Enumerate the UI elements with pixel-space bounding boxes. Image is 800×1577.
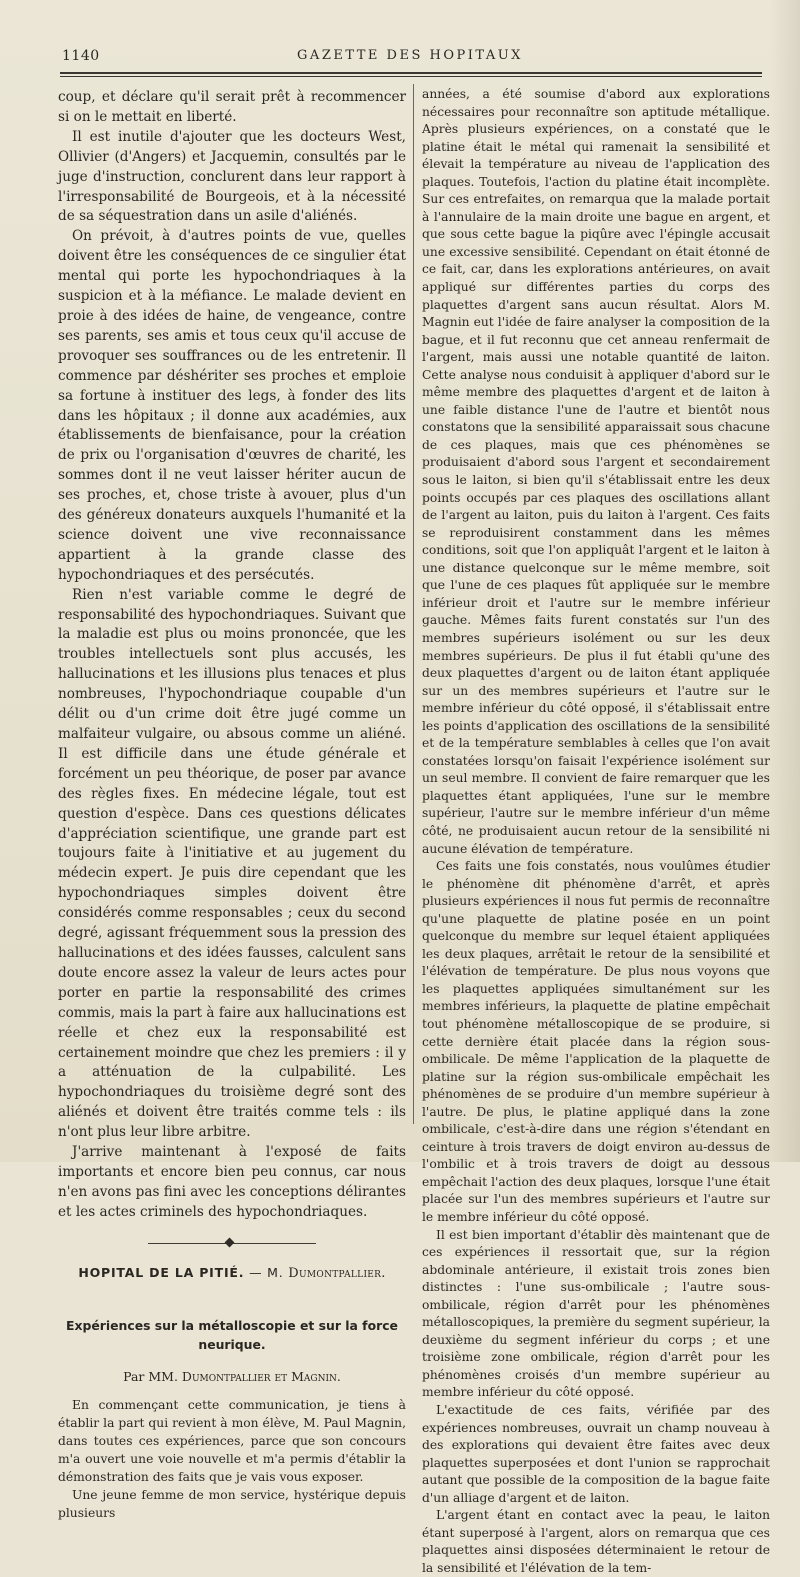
- hospital-dash: — M.: [244, 1264, 289, 1280]
- paragraph: années, a été soumise d'abord aux explorations nécessaires pour reconnaître son aptitude métallique. Après plusieurs expériences, on a constaté que le platine était le métal qui ramenait la sensibilité et élevait la température au niveau de l'application des plaques. Toutefois, l'action du platine était incomplète. Sur ces entrefaites, on remarqua que la malade portait à l'annulaire de la main droite une bague en argent, et que sous cette bague la piqûre avec l'épingle accusait une excessive sensibilité. Cependant on était étonné de ce fait, car, dans les explorations antérieures, on avait appliqué sur différentes parties du corps des plaquettes d'argent sans aucun résultat. Alors M. Magnin eut l'idée de faire analyser la composition de la bague, et il fut reconnu que cet anneau renfermait de l'argent, mais aussi une notable quantité de laiton. Cette analyse nous conduisit à appliquer d'abord sur le même membre des plaquettes d'argent et de laiton à une faible distance l'une de l'autre et bientôt nous constatons que la sensibilité apparaissait sous chacune de ces plaques, mais que ces phénomènes se produisaient d'abord sous l'argent et secondairement sous le laiton, si bien qu'il s'établissait entre les deux points occupés par ces plaques des oscillations allant de l'argent au laiton, puis du laiton à l'argent. Ces faits se reproduisirent constamment dans les mêmes conditions, soit que l'on appliquât l'argent et le laiton à une distance quelconque sur le même membre, soit que l'une de ces plaques fût appliquée sur le membre inférieur droit et l'autre sur le membre inférieur gauche. Mêmes faits furent constatés sur l'un des membres supérieurs isolément ou sur les deux membres supérieurs. De plus il fut établi qu'une des deux plaquettes d'argent ou de laiton étant appliquée sur un des membres supérieurs et l'autre sur le membre inférieur du côté opposé, il s'établissait entre les points d'application des oscillations de la sensibilité et de la température semblables à celles que l'on avait constatées lorsqu'on faisait l'expérience isolément sur un seul membre. Il convient de faire remarquer que les plaquettes étant appliquées, l'une sur le membre supérieur, l'autre sur le membre inférieur d'un même côté, ne produisaient aucun retour de la sensibilité ni aucune élévation de température.: [422, 87, 770, 856]
- hospital-name: HOPITAL DE LA PITIÉ.: [78, 1264, 245, 1280]
- authors-prefix: Par MM.: [123, 1369, 182, 1385]
- column-divider: [413, 84, 414, 1124]
- hospital-heading: [58, 1263, 406, 1284]
- paragraph: En commençant cette communication, je tiens à établir la part qui revient à mon élève, M. Paul Magnin, dans toutes ces expériences, parce que son concours m'a ouvert une voie nouvelle et m'a permis d'établir la démonstration des faits que je vais vous exposer.: [58, 1398, 406, 1484]
- page-header: [60, 46, 760, 68]
- paragraph: On prévoit, à d'autres points de vue, quelles doivent être les conséquences de ce singulier état mental qui porte les hypochondriaques à la suspicion et à la méfiance. Le malade devient en proie à des idées de haine, de vengeance, contre ses parents, ses amis et tous ceux qu'il accuse de provoquer ses souffrances ou de les entretenir. Il commence par déshériter ses proches et emploie sa fortune à instituer des legs, à fonder des lits dans les hôpitaux ; il donne aux académies, aux établissements de bienfaisance, pour la création de prix ou l'organisation d'œuvres de charité, les sommes dont il ne veut laisser hériter aucun de ses proches, et, chose triste à avouer, plus d'un des généreux donateurs auxquels l'humanité et la science doivent une vive reconnaissance appartient à la grande classe des hypochondriaques et des persécutés.: [58, 228, 406, 583]
- article-authors: [58, 1367, 406, 1387]
- journal-title: GAZETTE DES HOPITAUX: [297, 48, 523, 63]
- left-column: [58, 88, 406, 1523]
- page-edge-shadow: [770, 0, 800, 1162]
- paragraph: L'argent étant en contact avec la peau, le laiton étant superposé à l'argent, alors on remarqua que ces plaquettes ainsi disposées déterminaient le retour de la sensibilité et l'élévation de la tem-: [422, 1508, 770, 1575]
- paragraph: coup, et déclare qu'il serait prêt à recommencer si on le mettait en liberté.: [58, 89, 406, 125]
- page-number: 1140: [62, 48, 100, 64]
- paragraph: J'arrive maintenant à l'exposé de faits importants et encore bien peu connus, car nous n'en avons pas fini avec les conceptions délirantes et les actes criminels des hypochondriaques.: [58, 1144, 406, 1220]
- paragraph: L'exactitude de ces faits, vérifiée par des expériences nombreuses, ouvrait un champ nouveau à des explorations qui devaient être faites avec deux plaquettes superposées et dont l'union se rapprochait autant que possible de la composition de la bague faite d'un alliage d'argent et de laiton.: [422, 1403, 770, 1505]
- right-column: [422, 86, 770, 1577]
- paragraph: Une jeune femme de mon service, hystérique depuis plusieurs: [58, 1487, 406, 1520]
- paragraph: Il est inutile d'ajouter que les docteurs West, Ollivier (d'Angers) et Jacquemin, consultés par le juge d'instruction, conclurent dans leur rapport à l'irresponsabilité de Bourgeois, et à la nécessité de sa séquestration dans un asile d'aliénés.: [58, 128, 406, 225]
- paragraph: Ces faits une fois constatés, nous voulûmes étudier le phénomène dit phénomène d'arrêt, et après plusieurs expériences il nous fut permis de reconnaître qu'une plaquette de platine posée en un point quelconque du membre sur lequel étaient appliquées les deux plaques, arrêtait le retour de la sensibilité et l'élévation de température. De plus nous voyons que les plaquettes appliquées simultanément sur les membres inférieurs, la plaquette de platine empêchait tout phénomène métalloscopique de se produire, si cette dernière était placée dans la région sous-ombilicale. De même l'application de la plaquette de platine sur la région sus-ombilicale empêchait les phénomènes de se produire d'un membre supérieur à l'autre. De plus, le platine appliqué dans la zone ombilicale, c'est-à-dire dans une région s'étendant en ceinture à trois travers de doigt environ au-dessus de l'ombilic et à trois travers de doigt au dessous empêchait l'action des deux plaques, lorsque l'une était placée sur l'un des membres supérieurs et l'autre sur le membre inférieur du côté opposé.: [422, 859, 770, 1224]
- header-rule-thin: [60, 76, 762, 77]
- section-separator: [58, 1223, 406, 1263]
- header-rule: [60, 72, 762, 74]
- hospital-doctor: Dumontpallier.: [288, 1265, 386, 1281]
- article-title: Expériences sur la métalloscopie et sur la force neurique.: [66, 1317, 398, 1353]
- authors-names: Dumontpallier et Magnin.: [181, 1369, 341, 1385]
- paragraph: Rien n'est variable comme le degré de responsabilité des hypochondriaques. Suivant que la maladie est plus ou moins prononcée, que les troubles intellectuels sont plus accusés, les hallucinations et les illusions plus tenaces et plus nombreuses, l'hypochondriaque coupable d'un délit ou d'un crime doit être jugé comme un malfaiteur vulgaire, ou absous comme un aliéné. Il est difficile dans une étude générale et forcément un peu théorique, de poser par avance des règles fixes. En médecine légale, tout est question d'espèce. Dans ces questions délicates d'appréciation scientifique, une grande part est toujours faite à l'initiative et au jugement du médecin expert. Je puis dire cependant que les hypochondriaques simples doivent être considérés comme responsables ; ceux du second degré, agissant fréquemment sous la pression des hallucinations et des idées fausses, calculent sans doute encore assez la valeur de leurs actes pour porter en partie la responsabilité des crimes commis, mais la part à faire aux hallucinations est réelle et chez eux la responsabilité est certainement moindre que chez les premiers : il y a atténuation de la culpabilité. Les hypochondriaques du troisième degré sont des aliénés et doivent être traités comme tels : ils n'ont plus leur libre arbitre.: [58, 586, 406, 1141]
- separator-ornament: [225, 1237, 235, 1247]
- paragraph: Il est bien important d'établir dès maintenant que de ces expériences il ressortait que, sur la région abdominale antérieure, il existait trois zones bien distinctes : l'une sus-ombilicale ; l'autre sous-ombilicale, région d'arrêt pour les phénomènes métalloscopiques, la première du segment supérieur, la deuxième du segment inférieur du corps ; et une troisième zone ombilicale, région d'arrêt pour les phénomènes croisés d'un membre supérieur au membre inférieur du côté opposé.: [422, 1227, 770, 1400]
